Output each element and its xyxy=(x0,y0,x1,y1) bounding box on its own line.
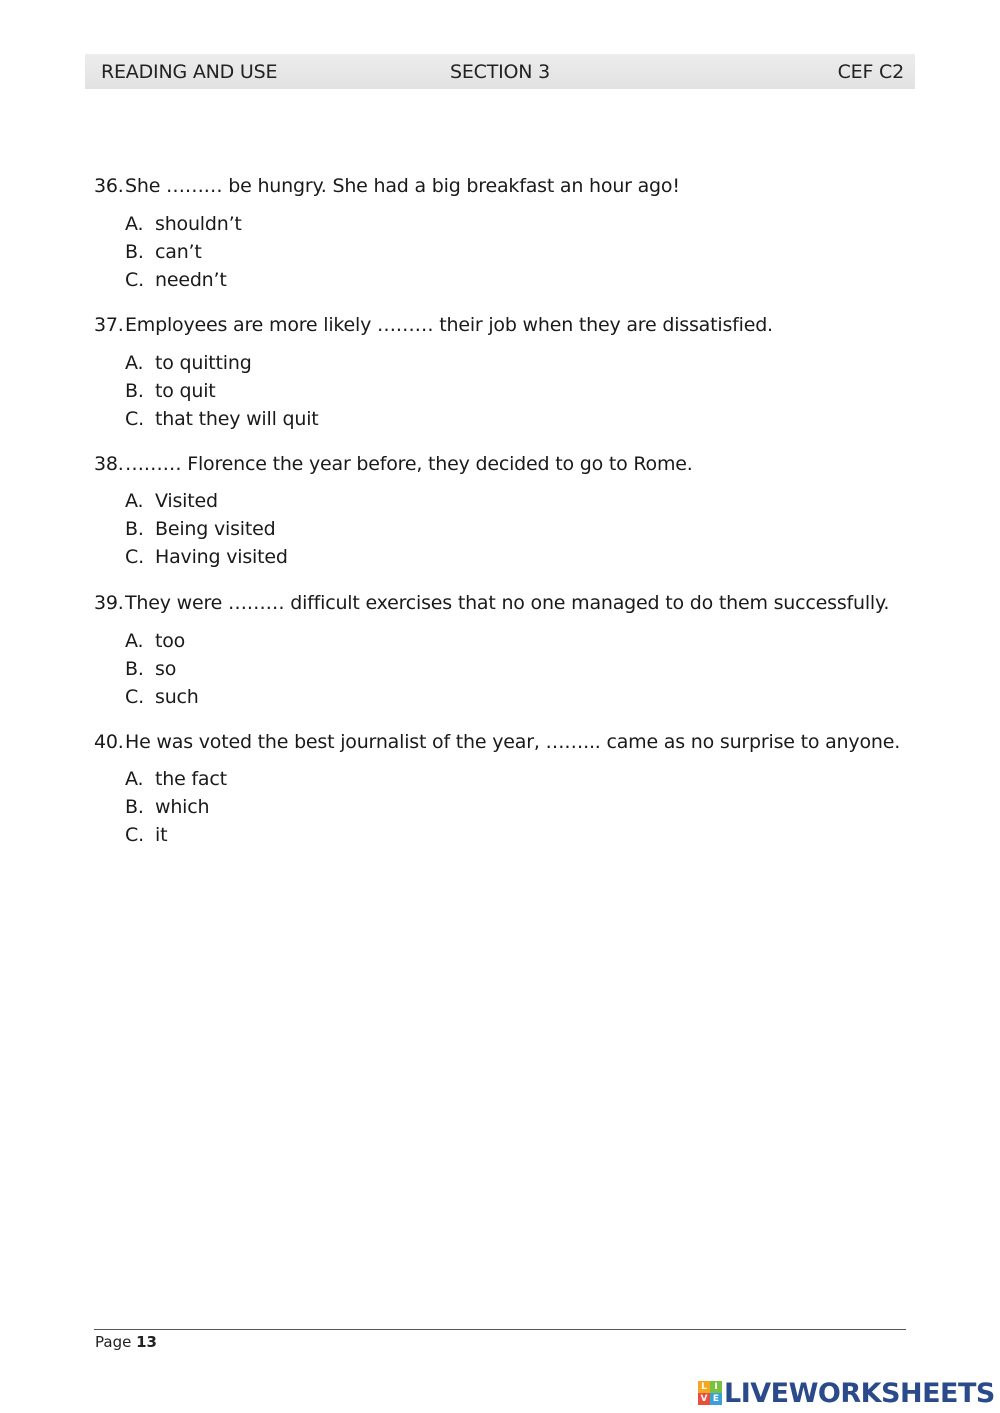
option-text: Visited xyxy=(155,490,218,512)
option-39-c[interactable] xyxy=(125,683,199,711)
option-letter: B. xyxy=(125,796,144,818)
option-text: the fact xyxy=(155,768,227,790)
header-section: SECTION 3 xyxy=(450,61,551,83)
logo-letter-e: E xyxy=(710,1393,722,1405)
option-text: needn’t xyxy=(155,269,227,291)
footer-divider xyxy=(94,1329,906,1330)
option-letter: A. xyxy=(125,213,144,235)
option-36-a[interactable] xyxy=(125,210,242,238)
options-36 xyxy=(125,210,242,294)
question-number: 39. xyxy=(94,592,124,614)
option-letter: C. xyxy=(125,686,144,708)
liveworksheets-logo-icon xyxy=(698,1381,722,1405)
page-number xyxy=(95,1333,157,1351)
page-label: Page xyxy=(95,1333,132,1351)
header-level: CEF C2 xyxy=(837,61,904,83)
question-text: They were ……… difficult exercises that no one managed to do them successfully. xyxy=(125,592,890,614)
option-letter: A. xyxy=(125,768,144,790)
options-38 xyxy=(125,487,288,571)
options-40 xyxy=(125,765,227,849)
logo-letter-l: L xyxy=(698,1381,710,1393)
option-text: it xyxy=(155,824,168,846)
question-39 xyxy=(94,591,889,615)
option-letter: C. xyxy=(125,408,144,430)
option-letter: B. xyxy=(125,380,144,402)
question-38 xyxy=(94,452,693,476)
page-number-value: 13 xyxy=(136,1333,157,1351)
option-38-b[interactable] xyxy=(125,515,288,543)
option-text: so xyxy=(155,658,177,680)
option-text: to quitting xyxy=(155,352,252,374)
option-37-c[interactable] xyxy=(125,405,319,433)
option-letter: C. xyxy=(125,269,144,291)
logo-letter-v: V xyxy=(698,1393,710,1405)
question-37 xyxy=(94,313,773,337)
question-number: 37. xyxy=(94,314,124,336)
option-40-a[interactable] xyxy=(125,765,227,793)
question-number: 38. xyxy=(94,453,124,475)
question-36 xyxy=(94,174,680,198)
option-36-c[interactable] xyxy=(125,266,242,294)
logo-letter-i: I xyxy=(710,1381,722,1393)
option-text: shouldn’t xyxy=(155,213,242,235)
question-40 xyxy=(94,730,900,754)
option-38-c[interactable] xyxy=(125,543,288,571)
option-text: Being visited xyxy=(155,518,276,540)
options-37 xyxy=(125,349,319,433)
question-text: He was voted the best journalist of the year, ……... came as no surprise to anyone. xyxy=(125,731,901,753)
question-text: She ……… be hungry. She had a big breakfast an hour ago! xyxy=(125,175,680,197)
option-letter: B. xyxy=(125,518,144,540)
option-text: such xyxy=(155,686,199,708)
option-letter: A. xyxy=(125,490,144,512)
option-37-a[interactable] xyxy=(125,349,319,377)
option-letter: A. xyxy=(125,352,144,374)
option-text: too xyxy=(155,630,186,652)
option-text: can’t xyxy=(155,241,202,263)
option-letter: B. xyxy=(125,658,144,680)
option-37-b[interactable] xyxy=(125,377,319,405)
question-text: ……… Florence the year before, they decided to go to Rome. xyxy=(125,453,693,475)
option-39-a[interactable] xyxy=(125,627,199,655)
option-text: Having visited xyxy=(155,546,288,568)
question-number: 36. xyxy=(94,175,124,197)
header-title: READING AND USE xyxy=(101,61,278,83)
option-letter: C. xyxy=(125,824,144,846)
option-40-c[interactable] xyxy=(125,821,227,849)
option-text: which xyxy=(155,796,210,818)
option-letter: B. xyxy=(125,241,144,263)
question-number: 40. xyxy=(94,731,124,753)
options-39 xyxy=(125,627,199,711)
option-letter: C. xyxy=(125,546,144,568)
option-40-b[interactable] xyxy=(125,793,227,821)
option-text: that they will quit xyxy=(155,408,319,430)
option-letter: A. xyxy=(125,630,144,652)
brand-name: LIVEWORKSHEETS xyxy=(724,1377,995,1409)
liveworksheets-brand[interactable] xyxy=(698,1378,995,1408)
option-38-a[interactable] xyxy=(125,487,288,515)
option-39-b[interactable] xyxy=(125,655,199,683)
option-text: to quit xyxy=(155,380,216,402)
question-text: Employees are more likely ……… their job when they are dissatisfied. xyxy=(125,314,773,336)
page-header xyxy=(85,54,915,89)
option-36-b[interactable] xyxy=(125,238,242,266)
